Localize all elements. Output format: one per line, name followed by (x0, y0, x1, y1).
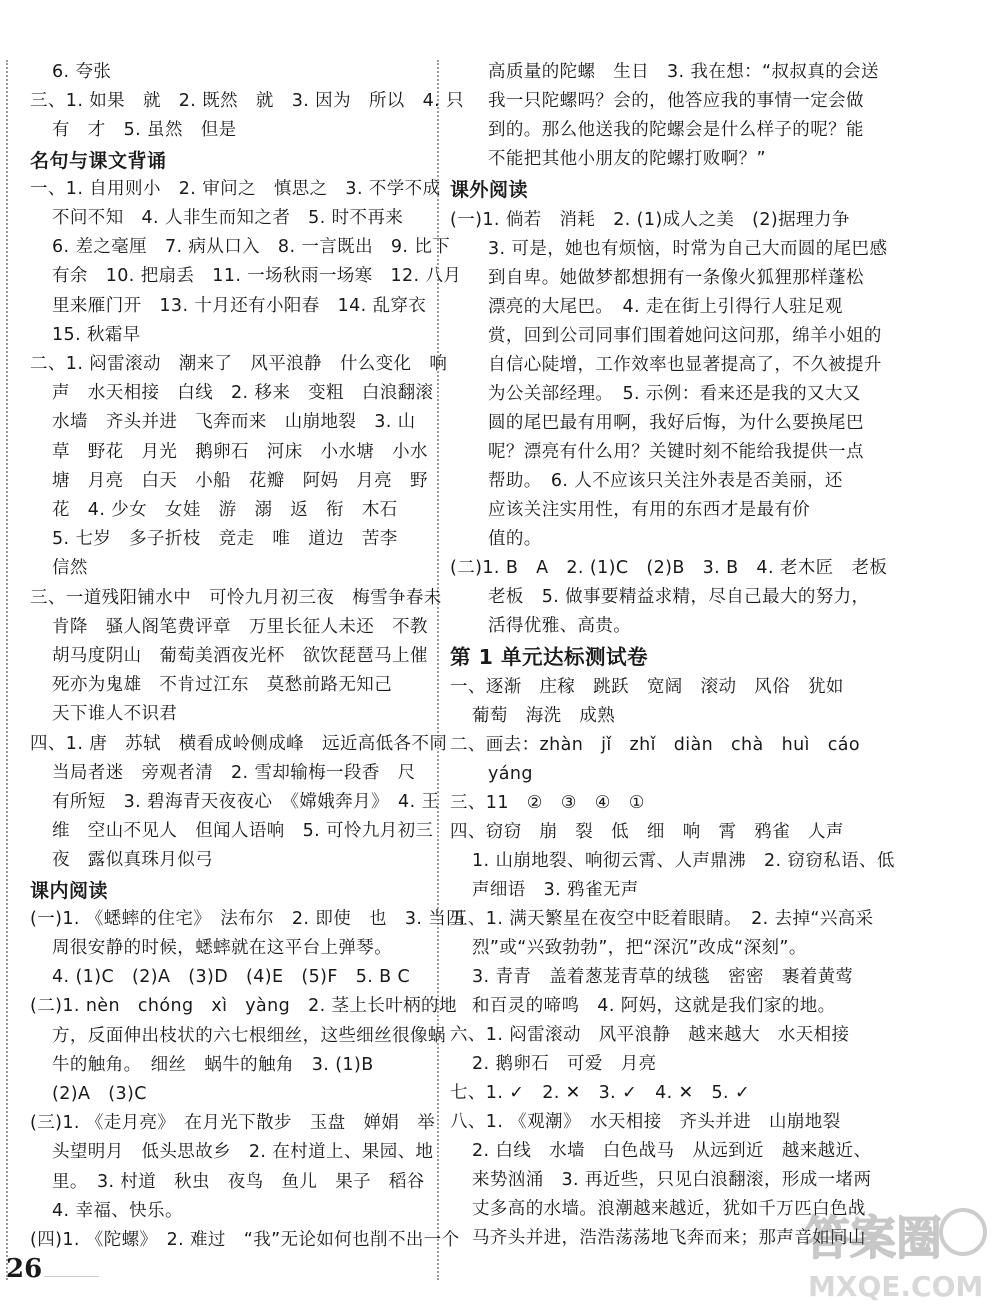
answer-line: (2)A (3)C (52, 1084, 147, 1104)
answer-line: 一、1. 自用则小 2. 审问之 慎思之 3. 不学不成 (30, 178, 441, 199)
answer-line: 不问不知 4. 人非生而知之者 5. 时不再来 (52, 208, 404, 228)
answer-line: 来势汹涌 3. 再近些，只见白浪翻滚，形成一堵两 (472, 1170, 872, 1190)
answer-line: 圆的尾巴最有用啊，我好后悔，为什么要换尾巴 (488, 413, 864, 433)
answer-line: 六、1. 闷雷滚动 风平浪静 越来越大 水天相接 (450, 1025, 850, 1045)
section-heading: 课内阅读 (30, 879, 109, 902)
answer-line: 老板 5. 做事要精益求精，尽自己最大的努力， (488, 587, 870, 607)
answer-line: 里来雁门开 13. 十月还有小阳春 14. 乱穿衣 (52, 295, 427, 316)
answer-line: 一、逐渐 庄稼 跳跃 宽阔 滚动 风俗 犹如 (450, 677, 844, 697)
answer-line: 活得优雅、高贵。 (488, 616, 632, 636)
answer-line: 葡萄 海洗 成熟 (472, 706, 616, 726)
page-number: 26 (6, 1254, 43, 1284)
answer-line: 我一只陀螺吗？会的，他答应我的事情一定会做 (488, 91, 864, 111)
answer-line: 丈多高的水墙。浪潮越来越近，犹如千万匹白色战 (472, 1199, 866, 1219)
answer-line: 4. (1)C (2)A (3)D (4)E (5)F 5. B C (52, 967, 411, 988)
answer-line: 不能把其他小朋友的陀螺打败啊？” (488, 149, 766, 169)
answer-line: 帮助。 6. 人不应该只关注外表是否美丽，还 (488, 471, 843, 491)
answer-line: 15. 秋霜早 (52, 324, 141, 345)
answer-line: 马齐头并进，浩浩荡荡地飞奔而来；那声音如同山 (472, 1228, 866, 1248)
answer-line: 和百灵的啼鸣 4. 阿妈，这就是我们家的地。 (472, 996, 836, 1016)
answer-line: 周很安静的时候，蟋蟀就在这平台上弹琴。 (52, 938, 393, 958)
answer-line: 3. 青青 盖着葱茏青草的绒毯 密密 裹着黄莺 (472, 967, 854, 987)
answer-line: 三、11 ② ③ ④ ① (450, 793, 645, 813)
answer-line: 五、1. 满天繁星在夜空中眨着眼睛。 2. 去掉“兴高采 (450, 909, 874, 929)
answer-line: 七、1. ✓ 2. ✕ 3. ✓ 4. ✕ 5. ✓ (450, 1083, 751, 1103)
answer-line: 5. 七岁 多子折枝 竞走 唯 道边 苦李 (52, 529, 398, 550)
answer-line: 信然 (52, 558, 88, 579)
answer-line: 花 4. 少女 女娃 游 溺 返 衔 木石 (52, 500, 398, 520)
answer-line: 3. 可是，她也有烦恼，时常为自己大而圆的尾巴感 (488, 239, 888, 259)
section-heading: 名句与课文背诵 (30, 149, 167, 172)
answer-line: 赏，回到公司同事们围着她问这问那，绵羊小姐的 (488, 326, 882, 346)
answer-line: 6. 差之毫厘 7. 病从口入 8. 一言既出 9. 比下 (52, 237, 451, 258)
answer-line: 三、一道残阳铺水中 可怜九月初三夜 梅雪争春未 (30, 587, 442, 608)
answer-line: 肯降 骚人阁笔费评章 万里长征人未还 不教 (52, 616, 428, 637)
answer-line: 胡马度阴山 葡萄美酒夜光杯 欲饮琵琶马上催 (52, 646, 428, 666)
answer-line: 烈”或“兴致勃勃”，把“深沉”改成“深刻”。 (472, 938, 807, 958)
answer-line: 八、1. 《观潮》 水天相接 齐头并进 山崩地裂 (450, 1112, 841, 1132)
watermark-chinese: 答案圈 (804, 1211, 942, 1265)
answer-line: 2. 白线 水墙 白色战马 从远到近 越来越近、 (472, 1141, 872, 1161)
answer-line: 头望明月 低头思故乡 2. 在村道上、果园、地 (52, 1142, 434, 1163)
answer-line: 声 水天相接 白线 2. 移来 变粗 白浪翻滚 (52, 383, 434, 404)
answer-line: 有余 10. 把扇丢 11. 一场秋雨一场寒 12. 八月 (52, 266, 462, 287)
answer-line: (二)1. nèn chóng xì yàng 2. 茎上长叶柄的地 (30, 996, 457, 1017)
watermark-url: MXQE.COM (808, 1270, 984, 1303)
answer-line: 天下谁人不识君 (52, 704, 178, 725)
answer-line: 呢？漂亮有什么用？关键时刻不能给我提供一点 (488, 442, 864, 462)
answer-line: 漂亮的大尾巴。 4. 走在街上引得行人驻足观 (488, 297, 843, 317)
answer-line: 二、1. 闷雷滚动 潮来了 风平浪静 什么变化 响 (30, 354, 448, 374)
answer-line: 6. 夸张 (52, 62, 112, 82)
answer-line: 三、1. 如果 就 2. 既然 就 3. 因为 所以 4. 只 (30, 91, 464, 112)
answer-line: 有 才 5. 虽然 但是 (52, 120, 237, 141)
answer-line: 牛的触角。 细丝 蜗牛的触角 3. (1)B (52, 1054, 374, 1075)
answer-line: 维 空山不见人 但闻人语响 5. 可怜九月初三 (52, 821, 434, 842)
answer-line: 4. 幸福、快乐。 (52, 1200, 183, 1221)
left-margin-dots (6, 60, 8, 1280)
answer-line: 当局者迷 旁观者清 2. 雪却输梅一段香 尺 (52, 762, 416, 783)
answer-line: 2. 鹅卵石 可爱 月亮 (472, 1054, 657, 1074)
answer-line: 夜 露似真珠月似弓 (52, 850, 214, 871)
answer-line: 高质量的陀螺 生日 3. 我在想：“叔叔真的会送 (488, 62, 879, 82)
answer-line: 塘 月亮 白天 小船 花瓣 阿妈 月亮 野 (52, 470, 428, 491)
answer-line: 值的。 (488, 529, 542, 549)
watermark-logo (800, 1198, 990, 1304)
answer-line: 死亦为鬼雄 不肯过江东 莫愁前路无知己 (52, 675, 393, 696)
answer-line: 方，反面伸出枝状的六七根细丝，这些细丝很像蜗 (52, 1025, 446, 1046)
answer-line: 1. 山崩地裂、响彻云霄、人声鼎沸 2. 窃窃私语、低 (472, 851, 895, 871)
section-heading: 第 1 单元达标测试卷 (450, 645, 649, 669)
answer-line: yáng (488, 764, 533, 784)
section-heading: 课外阅读 (450, 179, 529, 201)
answer-line: 声细语 3. 鸦雀无声 (472, 880, 639, 900)
answer-line: 草 野花 月光 鹅卵石 河床 小水塘 小水 (52, 441, 428, 462)
answer-line: 自信心陡增，工作效率也显著提高了，不久被提升 (488, 355, 882, 375)
answer-line: (一)1. 倘若 消耗 2. (1)成人之美 (2)据理力争 (450, 210, 850, 230)
answer-line: 水墙 齐头并进 飞奔而来 山崩地裂 3. 山 (52, 412, 416, 433)
answer-line: 为公关部经理。 5. 示例：看来还是我的又大又 (488, 384, 861, 404)
answer-line: 四、窃窃 崩 裂 低 细 响 霄 鸦雀 人声 (450, 822, 844, 842)
answer-line: 有所短 3. 碧海青天夜夜心 《嫦娥奔月》 4. 王 (52, 792, 440, 812)
footer-rule (44, 1276, 99, 1277)
answer-line: 到自卑。她做梦都想拥有一条像火狐狸那样蓬松 (488, 268, 864, 288)
answer-line: 应该关注实用性，有用的东西才是最有价 (488, 500, 811, 520)
answer-line: 里。 3. 村道 秋虫 夜鸟 鱼儿 果子 稻谷 (52, 1171, 425, 1192)
answer-line: (一)1. 《蟋蟀的住宅》 法布尔 2. 即使 也 3. 当四 (30, 908, 465, 929)
answer-line: 二、画去：zhàn jǐ zhǐ diàn chà huì cáo (450, 735, 860, 755)
answer-line: 四、1. 唐 苏轼 横看成岭侧成峰 远近高低各不同 (30, 733, 448, 754)
answer-line: (四)1. 《陀螺》 2. 难过 “我”无论如何也削不出一个 (30, 1230, 460, 1250)
answer-line: (二)1. B A 2. (1)C (2)B 3. B 4. 老木匠 老板 (450, 558, 888, 578)
answer-line: 到的。那么他送我的陀螺会是什么样子的呢？能 (488, 120, 864, 140)
answer-line: (三)1. 《走月亮》 在月光下散步 玉盘 婵娟 举 (30, 1113, 436, 1134)
